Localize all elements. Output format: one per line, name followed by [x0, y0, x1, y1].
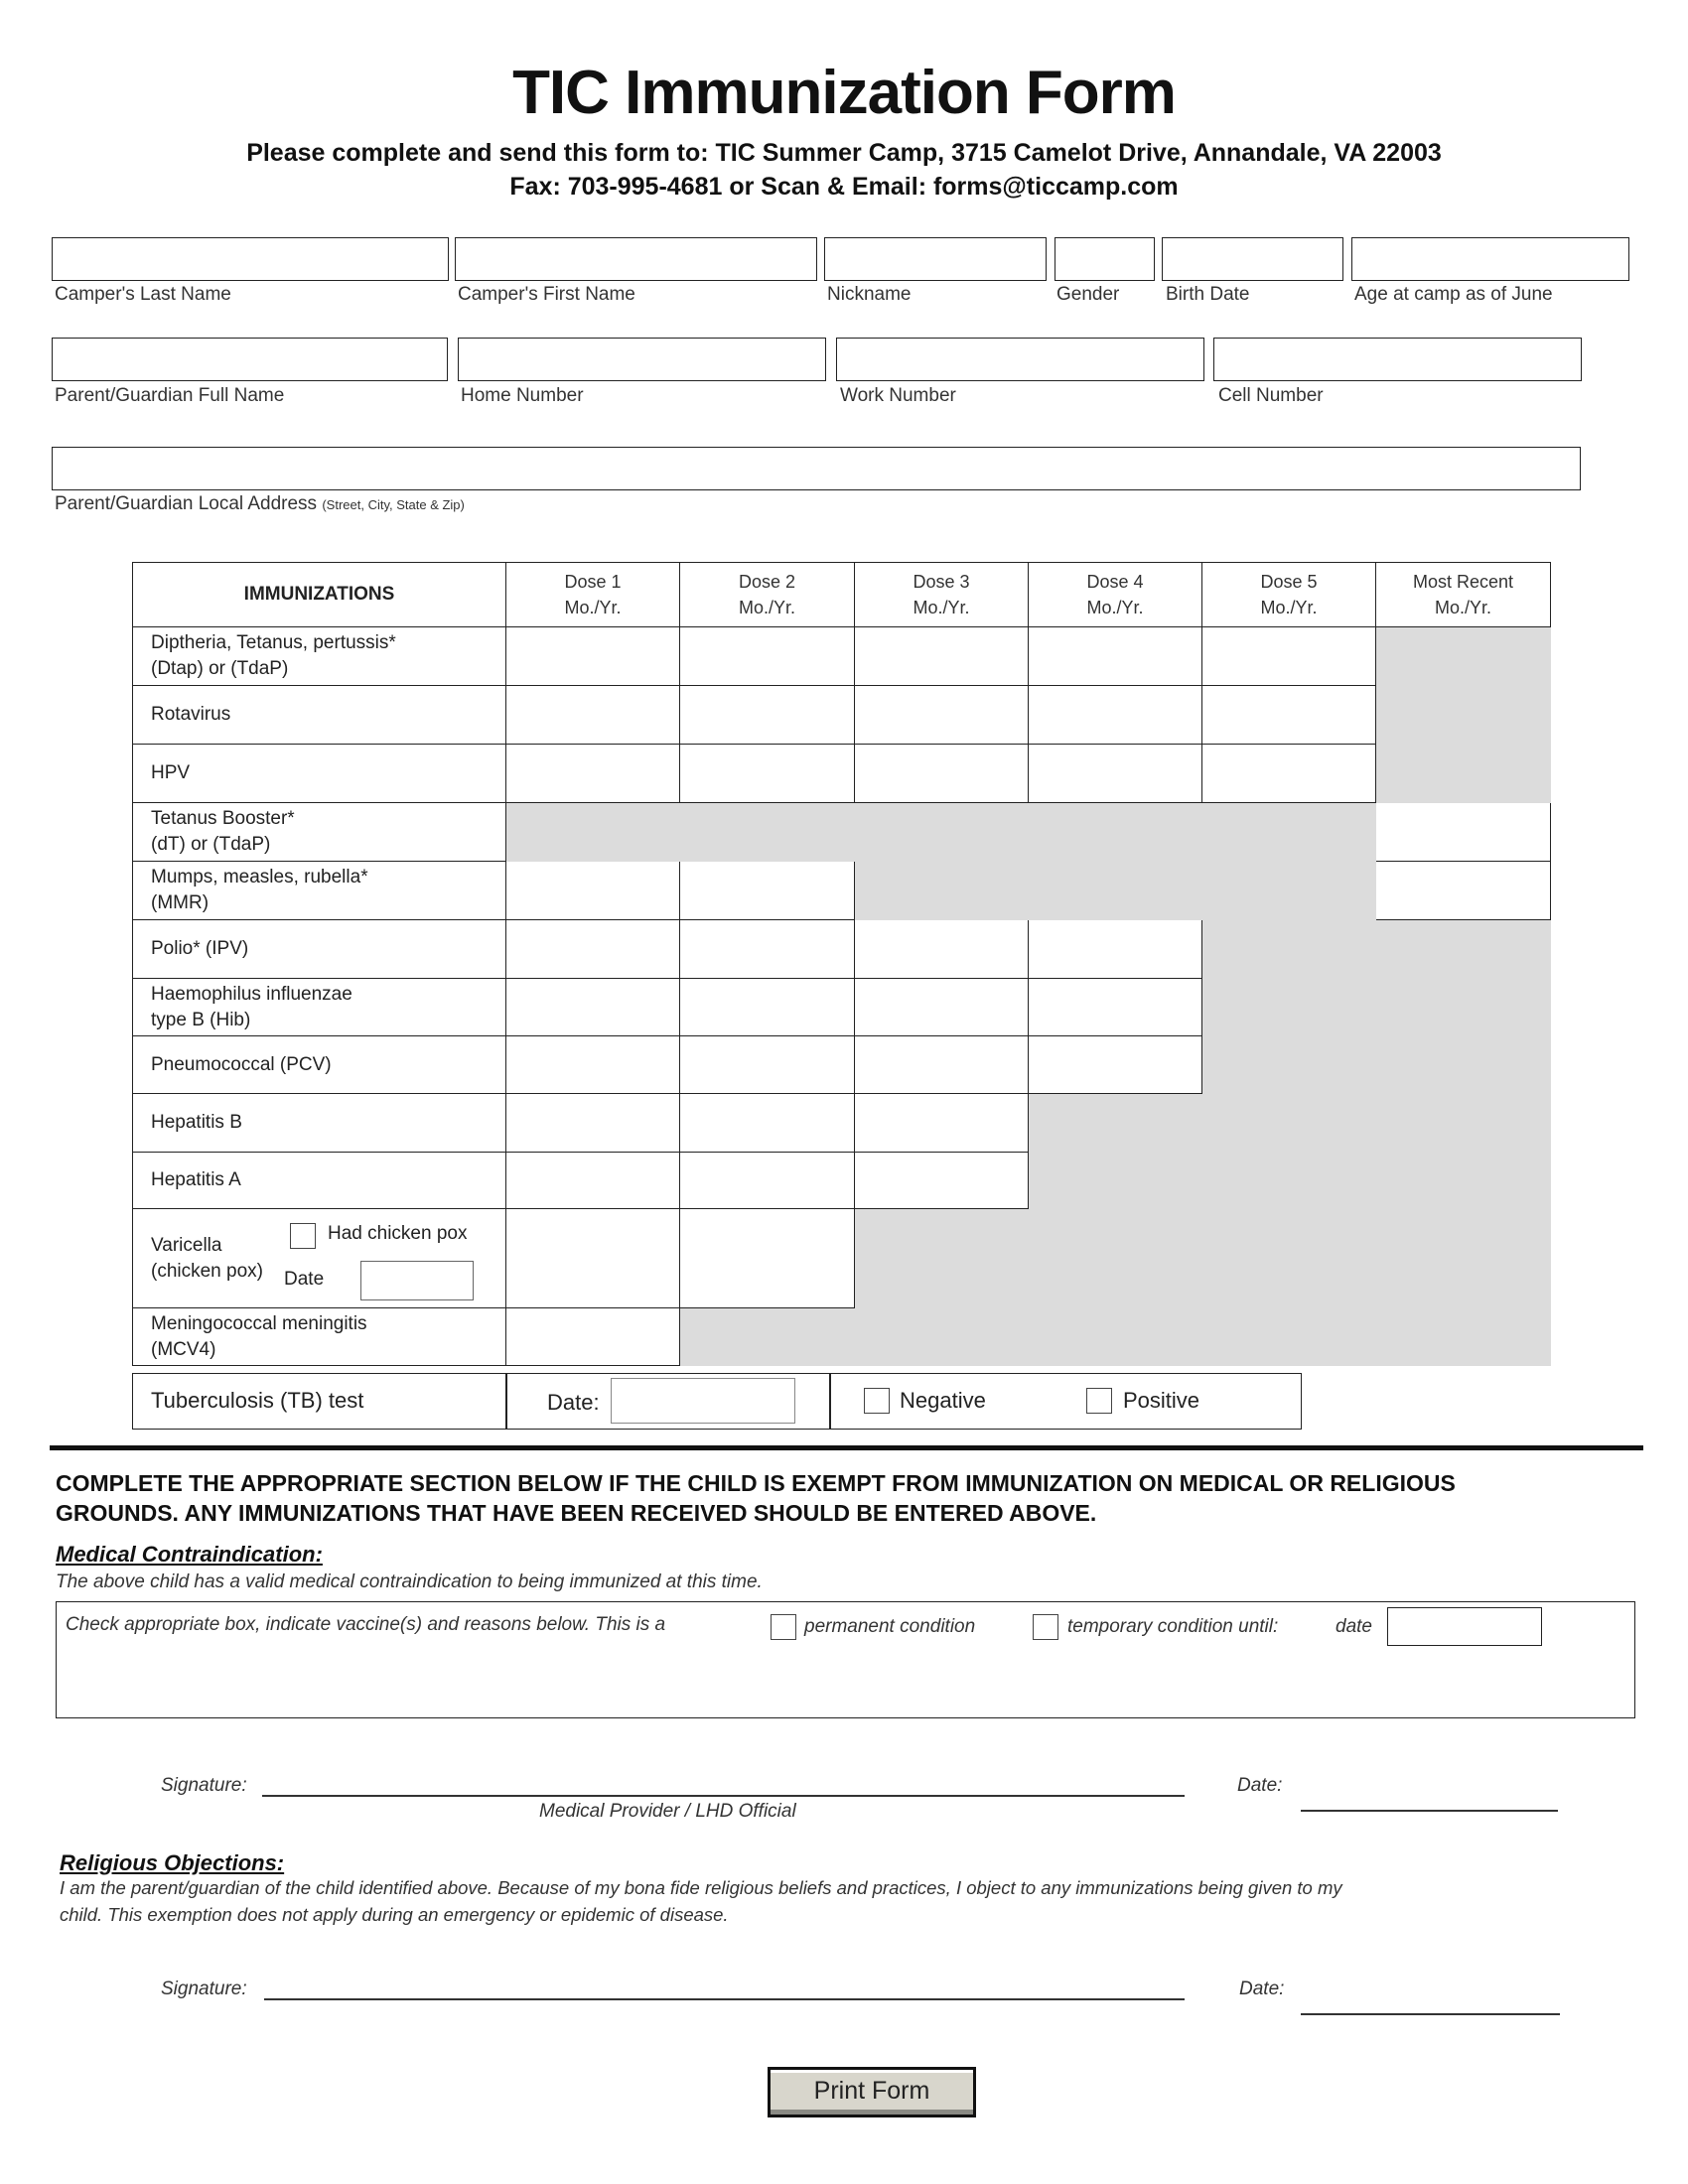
table-row [133, 627, 1551, 686]
not-applicable-cell [1202, 1308, 1376, 1366]
not-applicable-cell [1376, 920, 1551, 979]
cell-number-input[interactable] [1213, 338, 1582, 381]
not-applicable-cell [1202, 1153, 1376, 1209]
dose-date-cell[interactable] [680, 1153, 855, 1209]
vaccine-name [133, 1036, 506, 1094]
dose-column-header [855, 563, 1029, 627]
column-header-line2: Mo./Yr. [1434, 598, 1491, 617]
dose-column-header [1376, 563, 1551, 627]
permanent-condition-label: permanent condition [804, 1616, 976, 1637]
dose-date-cell[interactable] [680, 686, 855, 745]
dose-date-cell[interactable] [855, 1036, 1029, 1094]
vaccine-name [133, 803, 506, 862]
work-number-input[interactable] [836, 338, 1204, 381]
tb-positive-label: Positive [1123, 1388, 1200, 1413]
last-name-input[interactable] [52, 237, 449, 281]
vaccine-name [133, 627, 506, 686]
dose-column-header [506, 563, 680, 627]
column-header-line2: Mo./Yr. [738, 598, 795, 617]
gender-input[interactable] [1055, 237, 1155, 281]
not-applicable-cell [1376, 979, 1551, 1036]
vaccine-name-line1: HPV [151, 762, 191, 783]
dose-date-cell[interactable] [1029, 686, 1202, 745]
vaccine-name-line1: Varicella [151, 1234, 222, 1256]
dose-date-cell[interactable] [506, 1094, 680, 1153]
dose-date-cell[interactable] [506, 1036, 680, 1094]
vaccine-name [133, 979, 506, 1036]
medical-heading: Medical Contraindication: [56, 1542, 323, 1567]
dose-date-cell[interactable] [506, 1153, 680, 1209]
gender-label: Gender [1056, 284, 1120, 305]
dose-date-cell[interactable] [506, 979, 680, 1036]
tb-date-input[interactable] [611, 1378, 795, 1424]
not-applicable-cell [855, 1308, 1029, 1366]
dose-date-cell[interactable] [1029, 920, 1202, 979]
dose-date-cell[interactable] [680, 627, 855, 686]
vaccine-name [133, 1153, 506, 1209]
guardian-name-input[interactable] [52, 338, 448, 381]
medical-signature-label: Signature: [161, 1775, 247, 1796]
dose-date-cell[interactable] [506, 686, 680, 745]
dose-date-cell[interactable] [1376, 803, 1551, 862]
tb-date-label: Date: [547, 1390, 600, 1415]
tb-divider [505, 1373, 507, 1430]
table-row [133, 1308, 1551, 1366]
not-applicable-cell [680, 1308, 855, 1366]
not-applicable-cell [1376, 1308, 1551, 1366]
not-applicable-cell [855, 1209, 1029, 1308]
vaccine-name-line2: (Dtap) or (TdaP) [151, 658, 289, 679]
not-applicable-cell [1029, 1094, 1202, 1153]
not-applicable-cell [1376, 1094, 1551, 1153]
not-applicable-cell [1029, 862, 1202, 920]
first-name-input[interactable] [455, 237, 817, 281]
vaccine-name-line2: (MMR) [151, 892, 210, 913]
column-header-line1: Dose 1 [564, 572, 622, 592]
not-applicable-cell [1202, 1036, 1376, 1094]
chicken-pox-date-input[interactable] [360, 1261, 474, 1300]
nickname-input[interactable] [824, 237, 1047, 281]
temporary-condition-label: temporary condition until: [1067, 1616, 1279, 1637]
tb-divider [829, 1373, 831, 1430]
dose-date-cell[interactable] [1029, 745, 1202, 803]
column-header-line1: Dose 3 [913, 572, 970, 592]
vaccine-name [133, 1094, 506, 1153]
vaccine-name [133, 745, 506, 803]
not-applicable-cell [1202, 920, 1376, 979]
dose-date-cell[interactable] [680, 920, 855, 979]
dose-date-cell[interactable] [680, 979, 855, 1036]
column-header-line1: Dose 5 [1260, 572, 1318, 592]
table-row [133, 1036, 1551, 1094]
address-label [55, 493, 465, 515]
not-applicable-cell [1029, 1308, 1202, 1366]
column-header-line1: Dose 4 [1086, 572, 1144, 592]
vaccine-name [133, 686, 506, 745]
column-header-line2: Mo./Yr. [1086, 598, 1144, 617]
vaccine-name [133, 920, 506, 979]
vaccine-name-line1: Tetanus Booster* [151, 808, 295, 829]
vaccine-name-line1: Polio* (IPV) [151, 938, 249, 959]
dose-date-cell[interactable] [680, 862, 855, 920]
vaccine-name [133, 1209, 506, 1308]
dose-date-cell[interactable] [1029, 1036, 1202, 1094]
medical-signer-label: Medical Provider / LHD Official [539, 1801, 796, 1822]
dose-date-cell[interactable] [506, 862, 680, 920]
table-row [133, 862, 1551, 920]
vaccine-name-line1: Hepatitis A [151, 1169, 241, 1190]
table-row [133, 686, 1551, 745]
home-number-label: Home Number [461, 385, 584, 406]
dose-date-cell[interactable] [506, 627, 680, 686]
permanent-condition-checkbox[interactable] [771, 1614, 796, 1640]
not-applicable-cell [855, 862, 1029, 920]
not-applicable-cell [1029, 803, 1202, 862]
dose-date-cell[interactable] [1202, 627, 1376, 686]
dose-date-cell[interactable] [1029, 979, 1202, 1036]
dose-date-cell[interactable] [855, 686, 1029, 745]
guardian-name-label: Parent/Guardian Full Name [55, 385, 285, 406]
table-row [133, 920, 1551, 979]
last-name-label: Camper's Last Name [55, 284, 231, 305]
vaccine-name-line1: Diptheria, Tetanus, pertussis* [151, 632, 396, 653]
religious-date-label: Date: [1239, 1979, 1285, 1999]
had-chicken-pox-label: Had chicken pox [328, 1223, 468, 1244]
dose-date-cell[interactable] [855, 1094, 1029, 1153]
print-form-button[interactable]: Print Form [768, 2067, 976, 2117]
vaccine-name-line2: (chicken pox) [151, 1260, 263, 1282]
dose-date-cell[interactable] [855, 1153, 1029, 1209]
table-row [133, 1153, 1551, 1209]
contact-info: Fax: 703-995-4681 or Scan & Email: forms@ticcamp.com [509, 173, 1179, 201]
not-applicable-cell [506, 803, 680, 862]
dose-date-cell[interactable] [506, 1308, 680, 1366]
religious-text-line2: child. This exemption does not apply during an emergency or epidemic of disease. [60, 1904, 729, 1925]
column-header-line1: Most Recent [1412, 572, 1514, 592]
vaccine-name-line1: Hepatitis B [151, 1112, 242, 1133]
table-row [133, 745, 1551, 803]
cell-number-label: Cell Number [1218, 385, 1324, 406]
table-row [133, 1094, 1551, 1153]
send-instructions: Please complete and send this form to: TIC Summer Camp, 3715 Camelot Drive, Annandale, VA 22003 [246, 139, 1442, 167]
work-number-label: Work Number [840, 385, 956, 406]
not-applicable-cell [680, 803, 855, 862]
immunization-table [132, 562, 1551, 1366]
dose-date-cell[interactable] [855, 979, 1029, 1036]
address-label-text: Parent/Guardian Local Address [55, 493, 318, 514]
medical-text: The above child has a valid medical contraindication to being immunized at this time. [56, 1571, 763, 1592]
dose-date-cell[interactable] [506, 1209, 680, 1308]
not-applicable-cell [1202, 862, 1376, 920]
not-applicable-cell [1376, 686, 1551, 745]
page-title: TIC Immunization Form [512, 59, 1176, 127]
dose-date-cell[interactable] [1029, 627, 1202, 686]
birth-date-input[interactable] [1162, 237, 1343, 281]
vaccine-name [133, 862, 506, 920]
not-applicable-cell [1202, 979, 1376, 1036]
vaccine-name-line1: Meningococcal meningitis [151, 1312, 367, 1334]
column-header-line2: Mo./Yr. [564, 598, 622, 617]
not-applicable-cell [1376, 745, 1551, 803]
religious-signature-label: Signature: [161, 1979, 247, 1999]
vaccine-name [133, 1308, 506, 1366]
not-applicable-cell [1376, 1153, 1551, 1209]
tb-label: Tuberculosis (TB) test [151, 1388, 364, 1413]
tb-positive-checkbox[interactable] [1086, 1388, 1112, 1414]
exempt-instructions-line1: COMPLETE THE APPROPRIATE SECTION BELOW IF THE CHILD IS EXEMPT FROM IMMUNIZATION ON MEDICAL OR RELIGIOUS [56, 1470, 1456, 1496]
not-applicable-cell [1029, 1153, 1202, 1209]
dose-column-header [1202, 563, 1376, 627]
dose-date-cell[interactable] [506, 920, 680, 979]
vaccine-name-line1: Haemophilus influenzae [151, 983, 352, 1005]
home-number-input[interactable] [458, 338, 826, 381]
dose-date-cell[interactable] [855, 627, 1029, 686]
not-applicable-cell [1376, 627, 1551, 686]
vaccine-name-line1: Pneumococcal (PCV) [151, 1053, 332, 1075]
column-header-line2: Mo./Yr. [913, 598, 970, 617]
table-row [133, 803, 1551, 862]
first-name-label: Camper's First Name [458, 284, 635, 305]
temporary-date-input[interactable] [1387, 1607, 1542, 1646]
birth-date-label: Birth Date [1166, 284, 1250, 305]
had-chicken-pox-checkbox[interactable] [290, 1223, 316, 1249]
immunizations-heading: IMMUNIZATIONS [133, 563, 506, 627]
tb-negative-label: Negative [900, 1388, 986, 1413]
dose-column-header [680, 563, 855, 627]
column-header-line2: Mo./Yr. [1260, 598, 1318, 617]
dose-date-cell[interactable] [1376, 862, 1551, 920]
temporary-date-label: date [1336, 1616, 1372, 1637]
not-applicable-cell [1202, 803, 1376, 862]
dose-date-cell[interactable] [680, 1036, 855, 1094]
medical-date-line[interactable] [1301, 1810, 1558, 1812]
not-applicable-cell [1376, 1036, 1551, 1094]
medical-check-text: Check appropriate box, indicate vaccine(s) and reasons below. This is a [66, 1614, 666, 1635]
religious-signature-line[interactable] [264, 1998, 1185, 2000]
dose-date-cell[interactable] [1202, 686, 1376, 745]
medical-date-label: Date: [1237, 1775, 1283, 1796]
medical-signature-line[interactable] [262, 1795, 1185, 1797]
address-hint: (Street, City, State & Zip) [322, 497, 465, 512]
not-applicable-cell [1029, 1209, 1202, 1308]
temporary-condition-checkbox[interactable] [1033, 1614, 1058, 1640]
table-row [133, 1209, 1551, 1308]
chicken-pox-date-label: Date [284, 1269, 325, 1290]
religious-date-line[interactable] [1301, 2013, 1560, 2015]
dose-column-header [1029, 563, 1202, 627]
address-input[interactable] [52, 447, 1581, 490]
vaccine-name-line2: (MCV4) [151, 1338, 216, 1360]
vaccine-name-line2: type B (Hib) [151, 1009, 251, 1030]
vaccine-name-line1: Rotavirus [151, 704, 231, 725]
table-row [133, 979, 1551, 1036]
religious-text-line1: I am the parent/guardian of the child identified above. Because of my bona fide religious beliefs and practices, I object to any immunizations being given to my [60, 1877, 1342, 1898]
dose-date-cell[interactable] [680, 1094, 855, 1153]
exempt-instructions-line2: GROUNDS. ANY IMMUNIZATIONS THAT HAVE BEEN RECEIVED SHOULD BE ENTERED ABOVE. [56, 1500, 1097, 1526]
vaccine-name-line1: Mumps, measles, rubella* [151, 867, 368, 887]
not-applicable-cell [1202, 1209, 1376, 1308]
not-applicable-cell [855, 803, 1029, 862]
dose-date-cell[interactable] [1202, 745, 1376, 803]
dose-date-cell[interactable] [855, 920, 1029, 979]
not-applicable-cell [1202, 1094, 1376, 1153]
age-label: Age at camp as of June [1354, 284, 1553, 305]
column-header-line1: Dose 2 [738, 572, 796, 592]
dose-date-cell[interactable] [855, 745, 1029, 803]
not-applicable-cell [1376, 1209, 1551, 1308]
table-header-row [133, 563, 1551, 627]
tb-negative-checkbox[interactable] [864, 1388, 890, 1414]
dose-date-cell[interactable] [506, 745, 680, 803]
age-input[interactable] [1351, 237, 1629, 281]
dose-date-cell[interactable] [680, 1209, 855, 1308]
nickname-label: Nickname [827, 284, 912, 305]
religious-heading: Religious Objections: [60, 1850, 285, 1875]
dose-date-cell[interactable] [680, 745, 855, 803]
section-divider [50, 1445, 1643, 1450]
vaccine-name-line2: (dT) or (TdaP) [151, 834, 271, 855]
